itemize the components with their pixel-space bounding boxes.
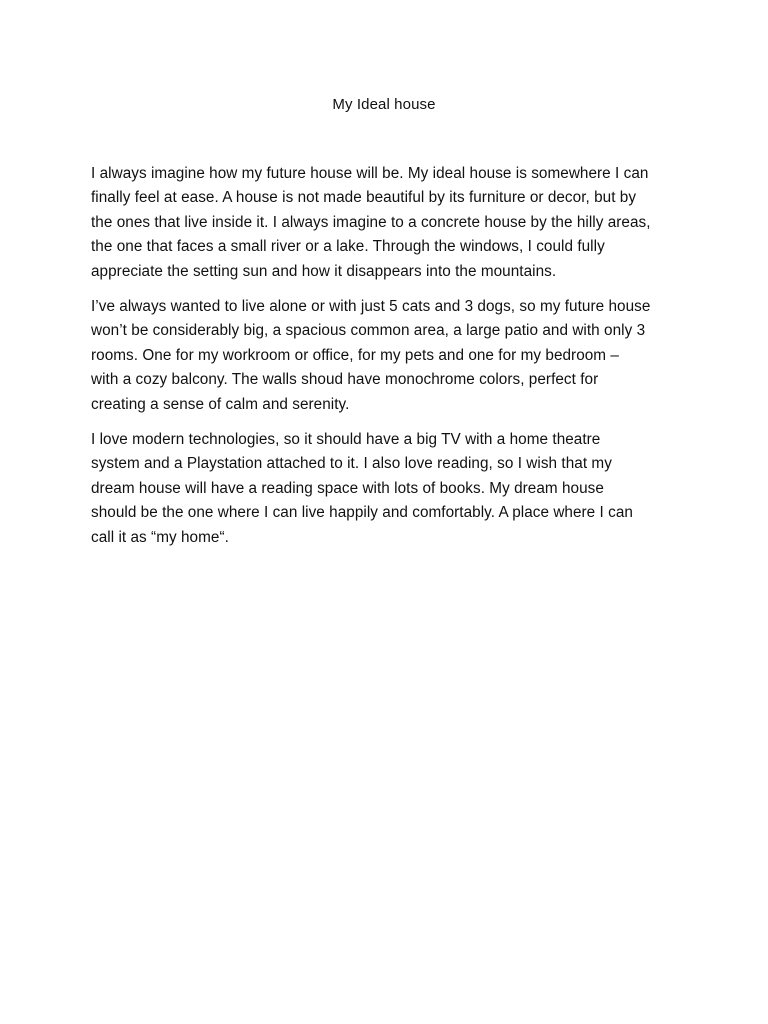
document-body <box>91 162 681 561</box>
text-line: system and a Playstation attached to it. I also love reading, so I wish that my <box>91 455 612 473</box>
text-line: dream house will have a reading space with lots of books. My dream house <box>91 479 604 497</box>
text-line: with a cozy balcony. The walls shoud have monochrome colors, perfect for <box>91 371 599 389</box>
paragraph-3 <box>91 428 681 550</box>
text-line: won’t be considerably big, a spacious common area, a large patio and with only 3 <box>91 322 646 340</box>
text-line: rooms. One for my workroom or office, for my pets and one for my bedroom – <box>91 346 619 364</box>
text-line: the one that faces a small river or a lake. Through the windows, I could fully <box>91 238 605 256</box>
text-line: the ones that live inside it. I always imagine to a concrete house by the hilly areas, <box>91 213 651 231</box>
document-title: My Ideal house <box>332 96 436 113</box>
text-line: I’ve always wanted to live alone or with just 5 cats and 3 dogs, so my future house <box>91 298 651 316</box>
text-line: should be the one where I can live happily and comfortably. A place where I can <box>91 504 633 522</box>
paragraph-1 <box>91 162 681 284</box>
text-line: finally feel at ease. A house is not made beautiful by its furniture or decor, but by <box>91 189 637 207</box>
text-line: call it as “my home“. <box>91 528 229 546</box>
text-line: appreciate the setting sun and how it disappears into the mountains. <box>91 262 557 280</box>
text-line: I always imagine how my future house will be. My ideal house is somewhere I can <box>91 165 649 182</box>
paragraph-2 <box>91 295 681 417</box>
text-line: creating a sense of calm and serenity. <box>91 395 350 413</box>
text-line: I love modern technologies, so it should have a big TV with a home theatre <box>91 431 601 449</box>
